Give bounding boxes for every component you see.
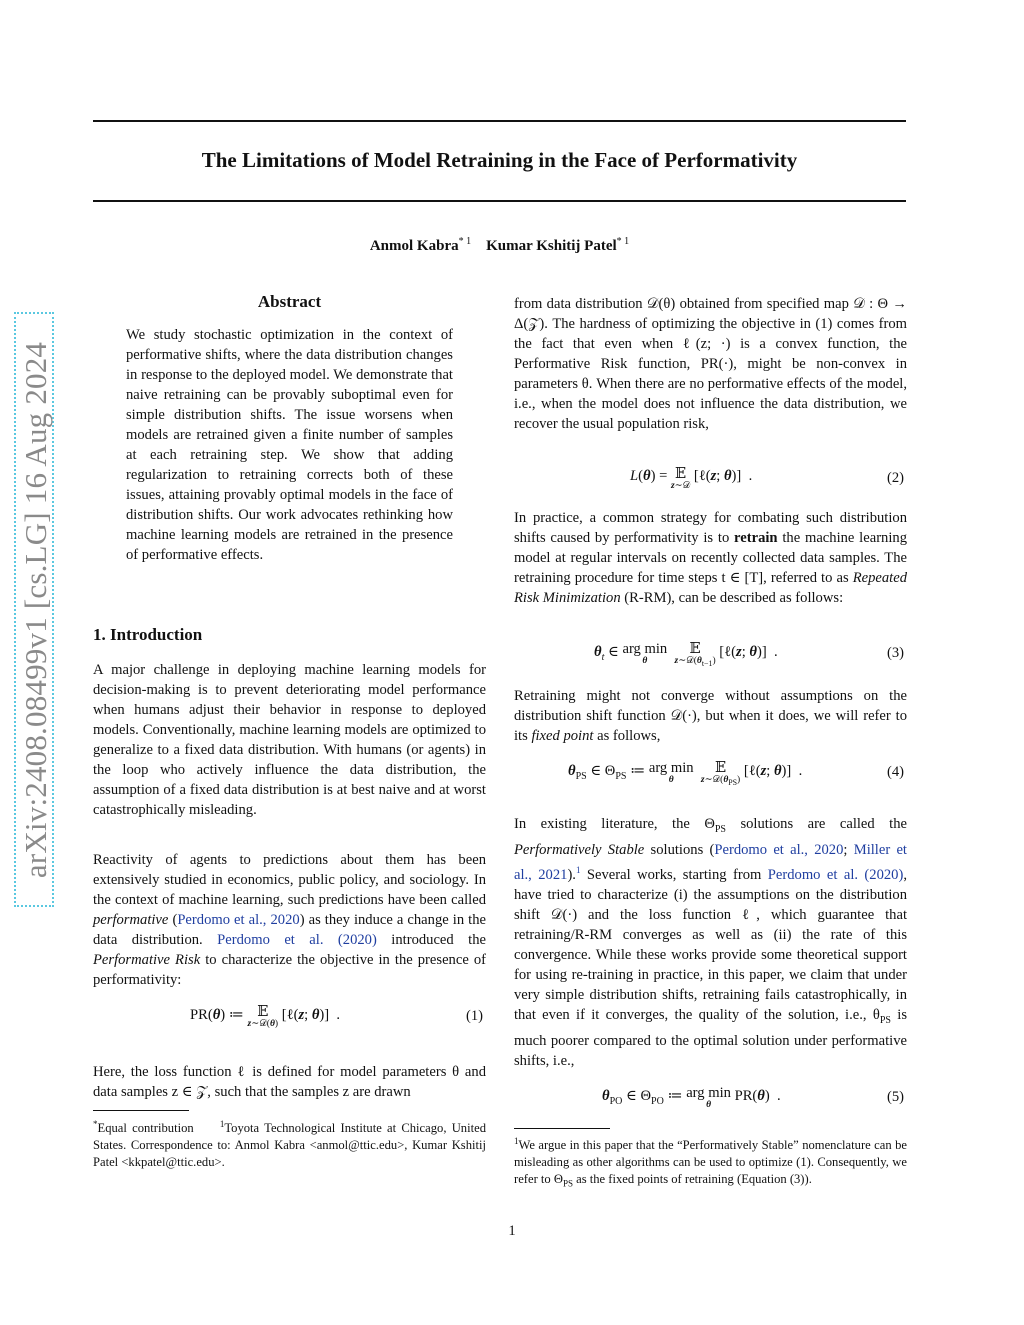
body-paragraph	[514, 686, 907, 746]
affiliation-mark: * 1	[458, 236, 472, 247]
right-para-1: from data distribution 𝒟(θ) obtained from specified map 𝒟 : Θ → Δ(𝒵). The hardness of optimizing the objective in (1) comes from the fact that even when ℓ(z; ·) is a convex function, the Performative Risk function, PR(·), might be non-convex in parameters θ. When there are no performative effects of the model, i.e., when the model does not influence the data distribution, we recover the usual population risk,	[514, 296, 907, 432]
paper-title: The Limitations of Model Retraining in the Face of Performativity	[201, 148, 798, 172]
title-bottom-rule	[93, 200, 906, 202]
citation-link[interactable]: Miller et al., 2021	[514, 841, 907, 883]
author-name: Kumar Kshitij Patel	[486, 238, 617, 254]
footnote-affiliations: *Equal contribution $^1$Toyota Technological Institute at Chicago, United States. Correspondence to: Anmol Kabra <anmol@ttic.edu>, Kumar Kshitij Patel <kkpatel@ttic.edu>.	[93, 1119, 486, 1170]
citation-link[interactable]: Perdomo et al. (2020)	[217, 932, 377, 948]
equation-5: $\theta_{PO}$ ∈ $\Theta_{PO}$ ≔ arg min θ PR(θ) .	[602, 1085, 781, 1110]
equation-1: PR(θ) ≔ 𝔼 z∼𝒟(θ) [ℓ(z; θ)] .	[190, 1004, 341, 1029]
equation-number[interactable]: (1)	[466, 1008, 484, 1024]
right-para-3: Retraining might not converge without assumptions on the distribution shift function 𝒟(·), but when it does, we will refer to its fixed point as follows,	[514, 688, 907, 744]
intro-paragraph	[93, 660, 486, 820]
citation-link[interactable]: Perdomo et al., 2020	[177, 912, 300, 928]
body-paragraph	[514, 294, 907, 434]
citation-link[interactable]: Perdomo et al., 2020	[714, 841, 844, 858]
equation-number[interactable]: (4)	[887, 764, 905, 780]
intro-para-1: A major challenge in deploying machine learning models for decision-making is to prevent deteriorating model performance when humans adjust their behavior in response to deployed models. Conventionally, machine learning models are optimized to generalize to a fixed data distribution. With humans (or agents) in the loop who actively influence the data distribution, the assumption of a fixed data distribution is at best naive and at worst catastrophically misleading.	[93, 662, 486, 818]
section-heading: 1. Introduction	[93, 625, 203, 644]
body-paragraph	[514, 508, 907, 608]
equation-number[interactable]: (5)	[887, 1089, 905, 1105]
right-para-4: In existing literature, the $\Theta_{PS}$ solutions are called the Performatively Stable solutions (Perdomo et al., 2020; Miller et al., 2021).$^1$ Several works, starting from Perdomo et al. (2020), have tried to characterize (i) the assumptions on the distribution shift 𝒟(·) and the loss function ℓ, which guarantee that retraining/R-RM converges as well as (ii) the rate of this convergence. While these works provide some theoretical support for using re-training in practice, in this paper, we claim that under very simple distribution shifts, retraining fails catastrophically, in that even if it converges, the quality of the solution, i.e., $\theta_{PS}$ is much poorer compared to the optimal solution under performative shifts, i.e.,	[514, 816, 908, 1069]
abstract-body: We study stochastic optimization in the context of performative shifts, where the data distribution changes in response to the deployed model. We demonstrate that naive retraining can be provably suboptimal even for simple distribution shifts. The issue worsens when models are retrained given a finite number of samples at each retraining step. We show that adding regularization to retraining corrects both of these issues, attaining provably optimal models in the face of distribution shifts. Our work advocates rethinking how machine learning models are retrained in the presence of performative effects.	[126, 327, 453, 563]
body-paragraph	[514, 814, 907, 1071]
equation-2: L(θ) = 𝔼 z∼𝒟 [ℓ(z; θ)] .	[630, 466, 753, 491]
footnote-rule	[93, 1110, 189, 1111]
top-rule	[93, 120, 906, 122]
footnote-rule	[514, 1128, 610, 1129]
equation-number[interactable]: (2)	[887, 470, 905, 486]
abstract-heading: Abstract	[257, 292, 322, 311]
equation-3: $\theta_t$ ∈ arg min θ 𝔼 $z\sim 𝒟(\theta_{t-1})$ [ℓ(z; θ)] .	[594, 641, 778, 668]
intro-para-2: Reactivity of agents to predictions about them has been extensively studied in economics, public policy, and sociology. In the context of machine learning, such predictions have been called performative (Perdomo et al., 2020) as they induce a change in the data distribution. Perdomo et al. (2020) introduced the Performative Risk to characterize the objective in the presence of performativity:	[93, 852, 486, 988]
affiliation-mark: * 1	[616, 236, 630, 247]
citation-link[interactable]: Perdomo et al. (2020)	[767, 866, 904, 883]
author-name: Anmol Kabra	[369, 238, 459, 254]
equation-number[interactable]: (3)	[887, 645, 905, 661]
footnote-1: $^1$We argue in this paper that the “Performatively Stable” nomenclature can be misleading as other algorithms can be used to optimize (1). Consequently, we refer to $\Theta_{PS}$ as the fixed points of retraining (Equation (3)).	[514, 1136, 907, 1189]
footnote-mark[interactable]: 1	[575, 864, 581, 875]
right-para-2: In practice, a common strategy for combating such distribution shifts caused by performativity is to retrain the machine learning model at regular intervals on recently collected data samples. The retraining procedure for time steps t ∈ [T], referred to as Repeated Risk Minimization (R-RM), can be described as follows:	[514, 510, 907, 606]
intro-para-3: Here, the loss function ℓ is defined for model parameters θ and data samples z ∈ 𝒵, such that the samples z are drawn	[93, 1064, 486, 1100]
author-list	[93, 236, 906, 255]
page-number: 1	[508, 1223, 516, 1239]
equation-4: $\theta_{PS}$ ∈ $\Theta_{PS}$ ≔ arg min θ 𝔼 $z\sim 𝒟(\theta_{PS})$ [ℓ(z; θ)] .	[568, 760, 803, 787]
intro-paragraph	[93, 1062, 486, 1102]
intro-paragraph	[93, 850, 486, 990]
arxiv-stamp[interactable]: arXiv:2408.08499v1 [cs.LG] 16 Aug 2024	[18, 341, 53, 879]
